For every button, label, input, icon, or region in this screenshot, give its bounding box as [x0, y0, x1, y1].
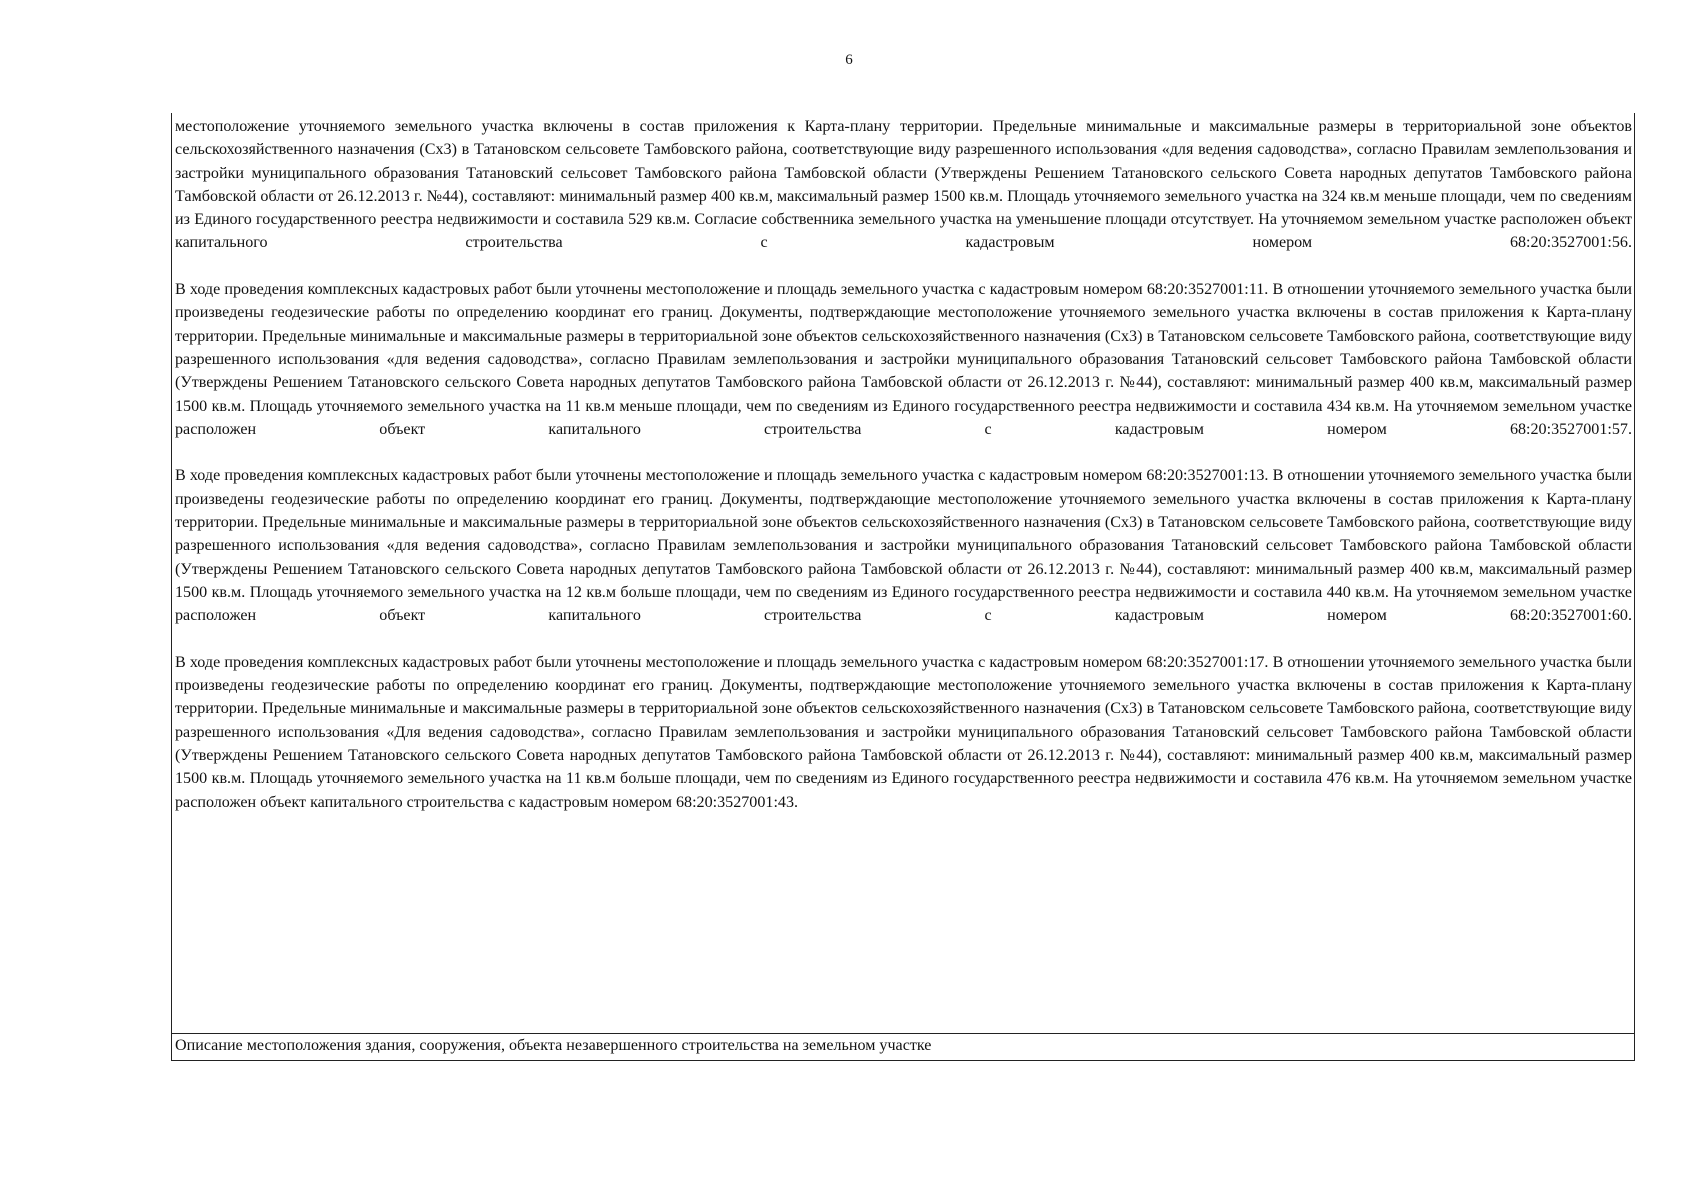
paragraph-parcel-13: В ходе проведения комплексных кадастровых работ были уточнены местоположение и площадь земельного участка с кадастровым номером 68:20:3527001:13. В отношении уточняемого земельного участка были произведены геодезические работы по определению координат его границ. Документы, подтверждающие местоположение уточняемого земельного участка включены в состав приложения к Карта-плану территории. Предельные минимальные и максимальные размеры в территориальной зоне объектов сельскохозяйственного назначения (Сх3) в Татановском сельсовете Тамбовского района, соответствующие виду разрешенного использования «для ведения садоводства», согласно Правилам землепользования и застройки муниципального образования Татановский сельсовет Тамбовского района Тамбовской области (Утверждены Решением Татановского сельского Совета народных депутатов Тамбовского района Тамбовской области от 26.12.2013 г. №44), составляют: минимальный размер 400 кв.м, максимальный размер 1500 кв.м. Площадь уточняемого земельного участка на 12 кв.м больше площади, чем по сведениям из Единого государственного реестра недвижимости и составила 440 кв.м. На уточняемом земельном участке расположен объект капитального строительства с кадастровым номером 68:20:3527001:60.: [175, 467, 1632, 625]
table-row-building-location: Описание местоположения здания, сооружения, объекта незавершенного строительства на земельном участке: [172, 1033, 1634, 1060]
paragraph-parcel-17: В ходе проведения комплексных кадастровых работ были уточнены местоположение и площадь земельного участка с кадастровым номером 68:20:3527001:17. В отношении уточняемого земельного участка были произведены геодезические работы по определению координат его границ. Документы, подтверждающие местоположение уточняемого земельного участка включены в состав приложения к Карта-плану территории. Предельные минимальные и максимальные размеры в территориальной зоне объектов сельскохозяйственного назначения (Сх3) в Татановском сельсовете Тамбовского района, соответствующие виду разрешенного использования «Для ведения садоводства», согласно Правилам землепользования и застройки муниципального образования Татановский сельсовет Тамбовского района Тамбовской области (Утверждены Решением Татановского сельского Совета народных депутатов Тамбовского района Тамбовской области от 26.12.2013 г. №44), составляют: минимальный размер 400 кв.м, максимальный размер 1500 кв.м. Площадь уточняемого земельного участка на 11 кв.м больше площади, чем по сведениям из Единого государственного реестра недвижимости и составила 476 кв.м. На уточняемом земельном участке расположен объект капитального строительства с кадастровым номером 68:20:3527001:43.: [175, 653, 1632, 811]
page-number: 6: [845, 52, 853, 68]
paragraph-parcel-continuation: местоположение уточняемого земельного участка включены в состав приложения к Карта-плану территории. Предельные минимальные и максимальные размеры в территориальной зоне объектов сельскохозяйственного назначения (Сх3) в Татановском сельсовете Тамбовского района, соответствующие виду разрешенного использования «для ведения садоводства», согласно Правилам землепользования и застройки муниципального образования Татановский сельсовет Тамбовского района Тамбовской области (Утверждены Решением Татановского сельского Совета народных депутатов Тамбовского района Тамбовской области от 26.12.2013 г. №44), составляют: минимальный размер 400 кв.м, максимальный размер 1500 кв.м. Площадь уточняемого земельного участка на 324 кв.м меньше площади, чем по сведениям из Единого государственного реестра недвижимости и составила 529 кв.м. Согласие собственника земельного участка на уменьшение площади отсутствует. На уточняемом земельном участке расположен объект капитального строительства с кадастровым номером 68:20:3527001:56.: [175, 118, 1632, 252]
table-cell-description: [172, 113, 1634, 1033]
paragraph-parcel-11: В ходе проведения комплексных кадастровых работ были уточнены местоположение и площадь земельного участка с кадастровым номером 68:20:3527001:11. В отношении уточняемого земельного участка были произведены геодезические работы по определению координат его границ. Документы, подтверждающие местоположение уточняемого земельного участка включены в состав приложения к Карта-плану территории. Предельные минимальные и максимальные размеры в территориальной зоне объектов сельскохозяйственного назначения (Сх3) в Татановском сельсовете Тамбовского района, соответствующие виду разрешенного использования «для ведения садоводства», согласно Правилам землепользования и застройки муниципального образования Татановский сельсовет Тамбовского района Тамбовской области (Утверждены Решением Татановского сельского Совета народных депутатов Тамбовского района Тамбовской области от 26.12.2013 г. №44), составляют: минимальный размер 400 кв.м, максимальный размер 1500 кв.м. Площадь уточняемого земельного участка на 11 кв.м меньше площади, чем по сведениям из Единого государственного реестра недвижимости и составила 434 кв.м. На уточняемом земельном участке расположен объект капитального строительства с кадастровым номером 68:20:3527001:57.: [175, 281, 1632, 438]
document-table: [171, 113, 1635, 1061]
